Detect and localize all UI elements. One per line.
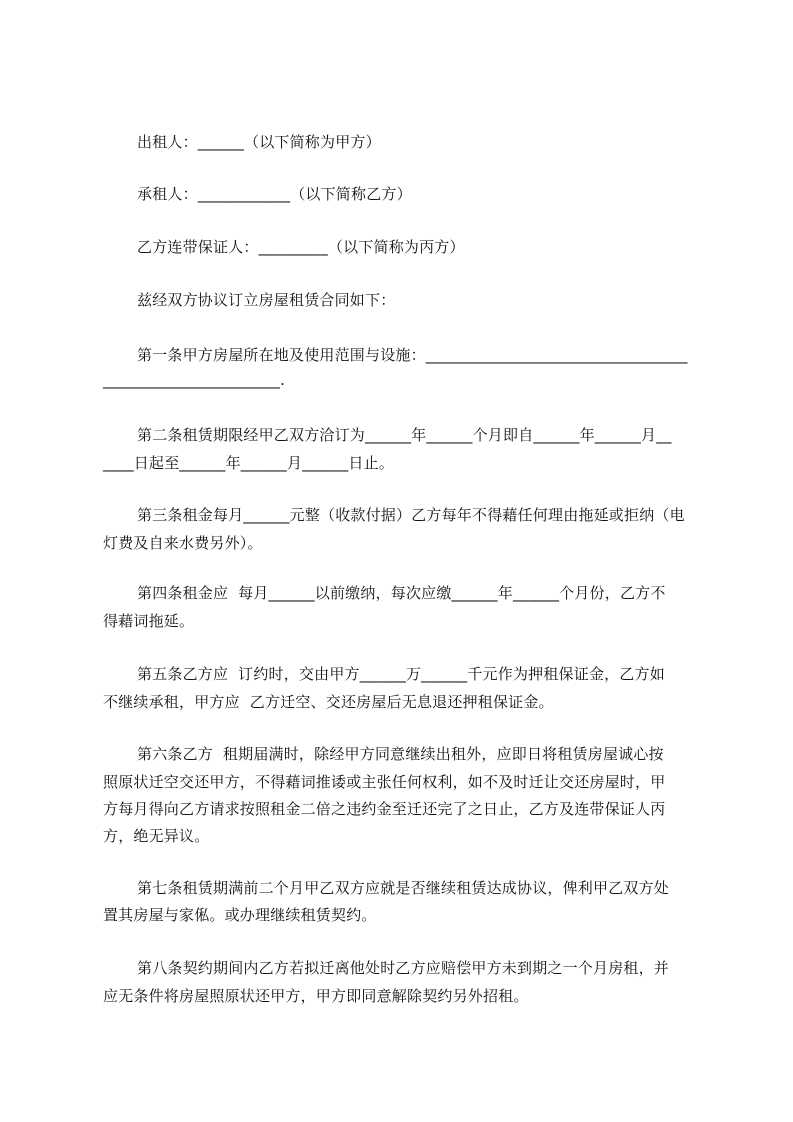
- article-6-line-2: 照原状迁空交还甲方，不得藉词推诿或主张任何权利，如不及时迁让交还房屋时，甲: [103, 773, 666, 791]
- article-1-line-1: 第一条甲方房屋所在地及使用范围与设施：__________________________________: [137, 346, 688, 364]
- lessor-line: 出租人：______（以下简称为甲方）: [137, 133, 381, 151]
- article-4-line-2: 得藉词拖延。: [103, 612, 195, 630]
- article-7-line-1: 第七条租赁期满前二个月甲乙双方应就是否继续租赁达成协议，俾利甲乙双方处: [137, 879, 670, 897]
- article-8-line-2: 应无条件将房屋照原状还甲方，甲方即同意解除契约另外招租。: [103, 987, 529, 1005]
- article-7-line-2: 置其房屋与家俬。或办理继续租赁契约。: [103, 906, 377, 924]
- article-8-line-1: 第八条契约期间内乙方若拟迁离他处时乙方应赔偿甲方未到期之一个月房租，并: [137, 959, 670, 977]
- article-4-line-1: 第四条租金应 每月______以前缴纳，每次应缴______年______个月份，乙方不: [137, 584, 666, 602]
- article-6-line-1: 第六条乙方 租期届满时，除经甲方同意继续出租外，应即日将租赁房屋诚心按: [137, 745, 664, 763]
- article-6-line-3: 方每月得向乙方请求按照租金二倍之违约金至迁还完了之日止，乙方及连带保证人丙: [103, 800, 666, 818]
- article-6-line-4: 方，绝无异议。: [103, 827, 210, 845]
- article-2-line-2: ____日起至______年______月______日止。: [103, 454, 395, 472]
- guarantor-line: 乙方连带保证人：_________（以下简称为丙方）: [137, 238, 465, 256]
- article-3-line-1: 第三条租金每月______元整（收款付据）乙方每年不得藉任何理由拖延或拒纳（电: [137, 506, 685, 524]
- article-5-line-2: 不继续承租，甲方应 乙方迁空、交还房屋后无息退还押租保证金。: [103, 693, 554, 711]
- article-2-line-1: 第二条租赁期限经甲乙双方洽订为______年______个月即自______年______月__: [137, 426, 672, 444]
- preamble-line: 兹经双方协议订立房屋租赁合同如下：: [137, 291, 396, 309]
- article-1-line-2: _______________________.: [103, 371, 286, 389]
- article-5-line-1: 第五条乙方应 订约时，交由甲方______万______千元作为押租保证金，乙方如: [137, 665, 665, 683]
- article-3-line-2: 灯费及自来水费另外）。: [103, 534, 263, 552]
- lessee-line: 承租人：____________（以下简称乙方）: [137, 185, 412, 203]
